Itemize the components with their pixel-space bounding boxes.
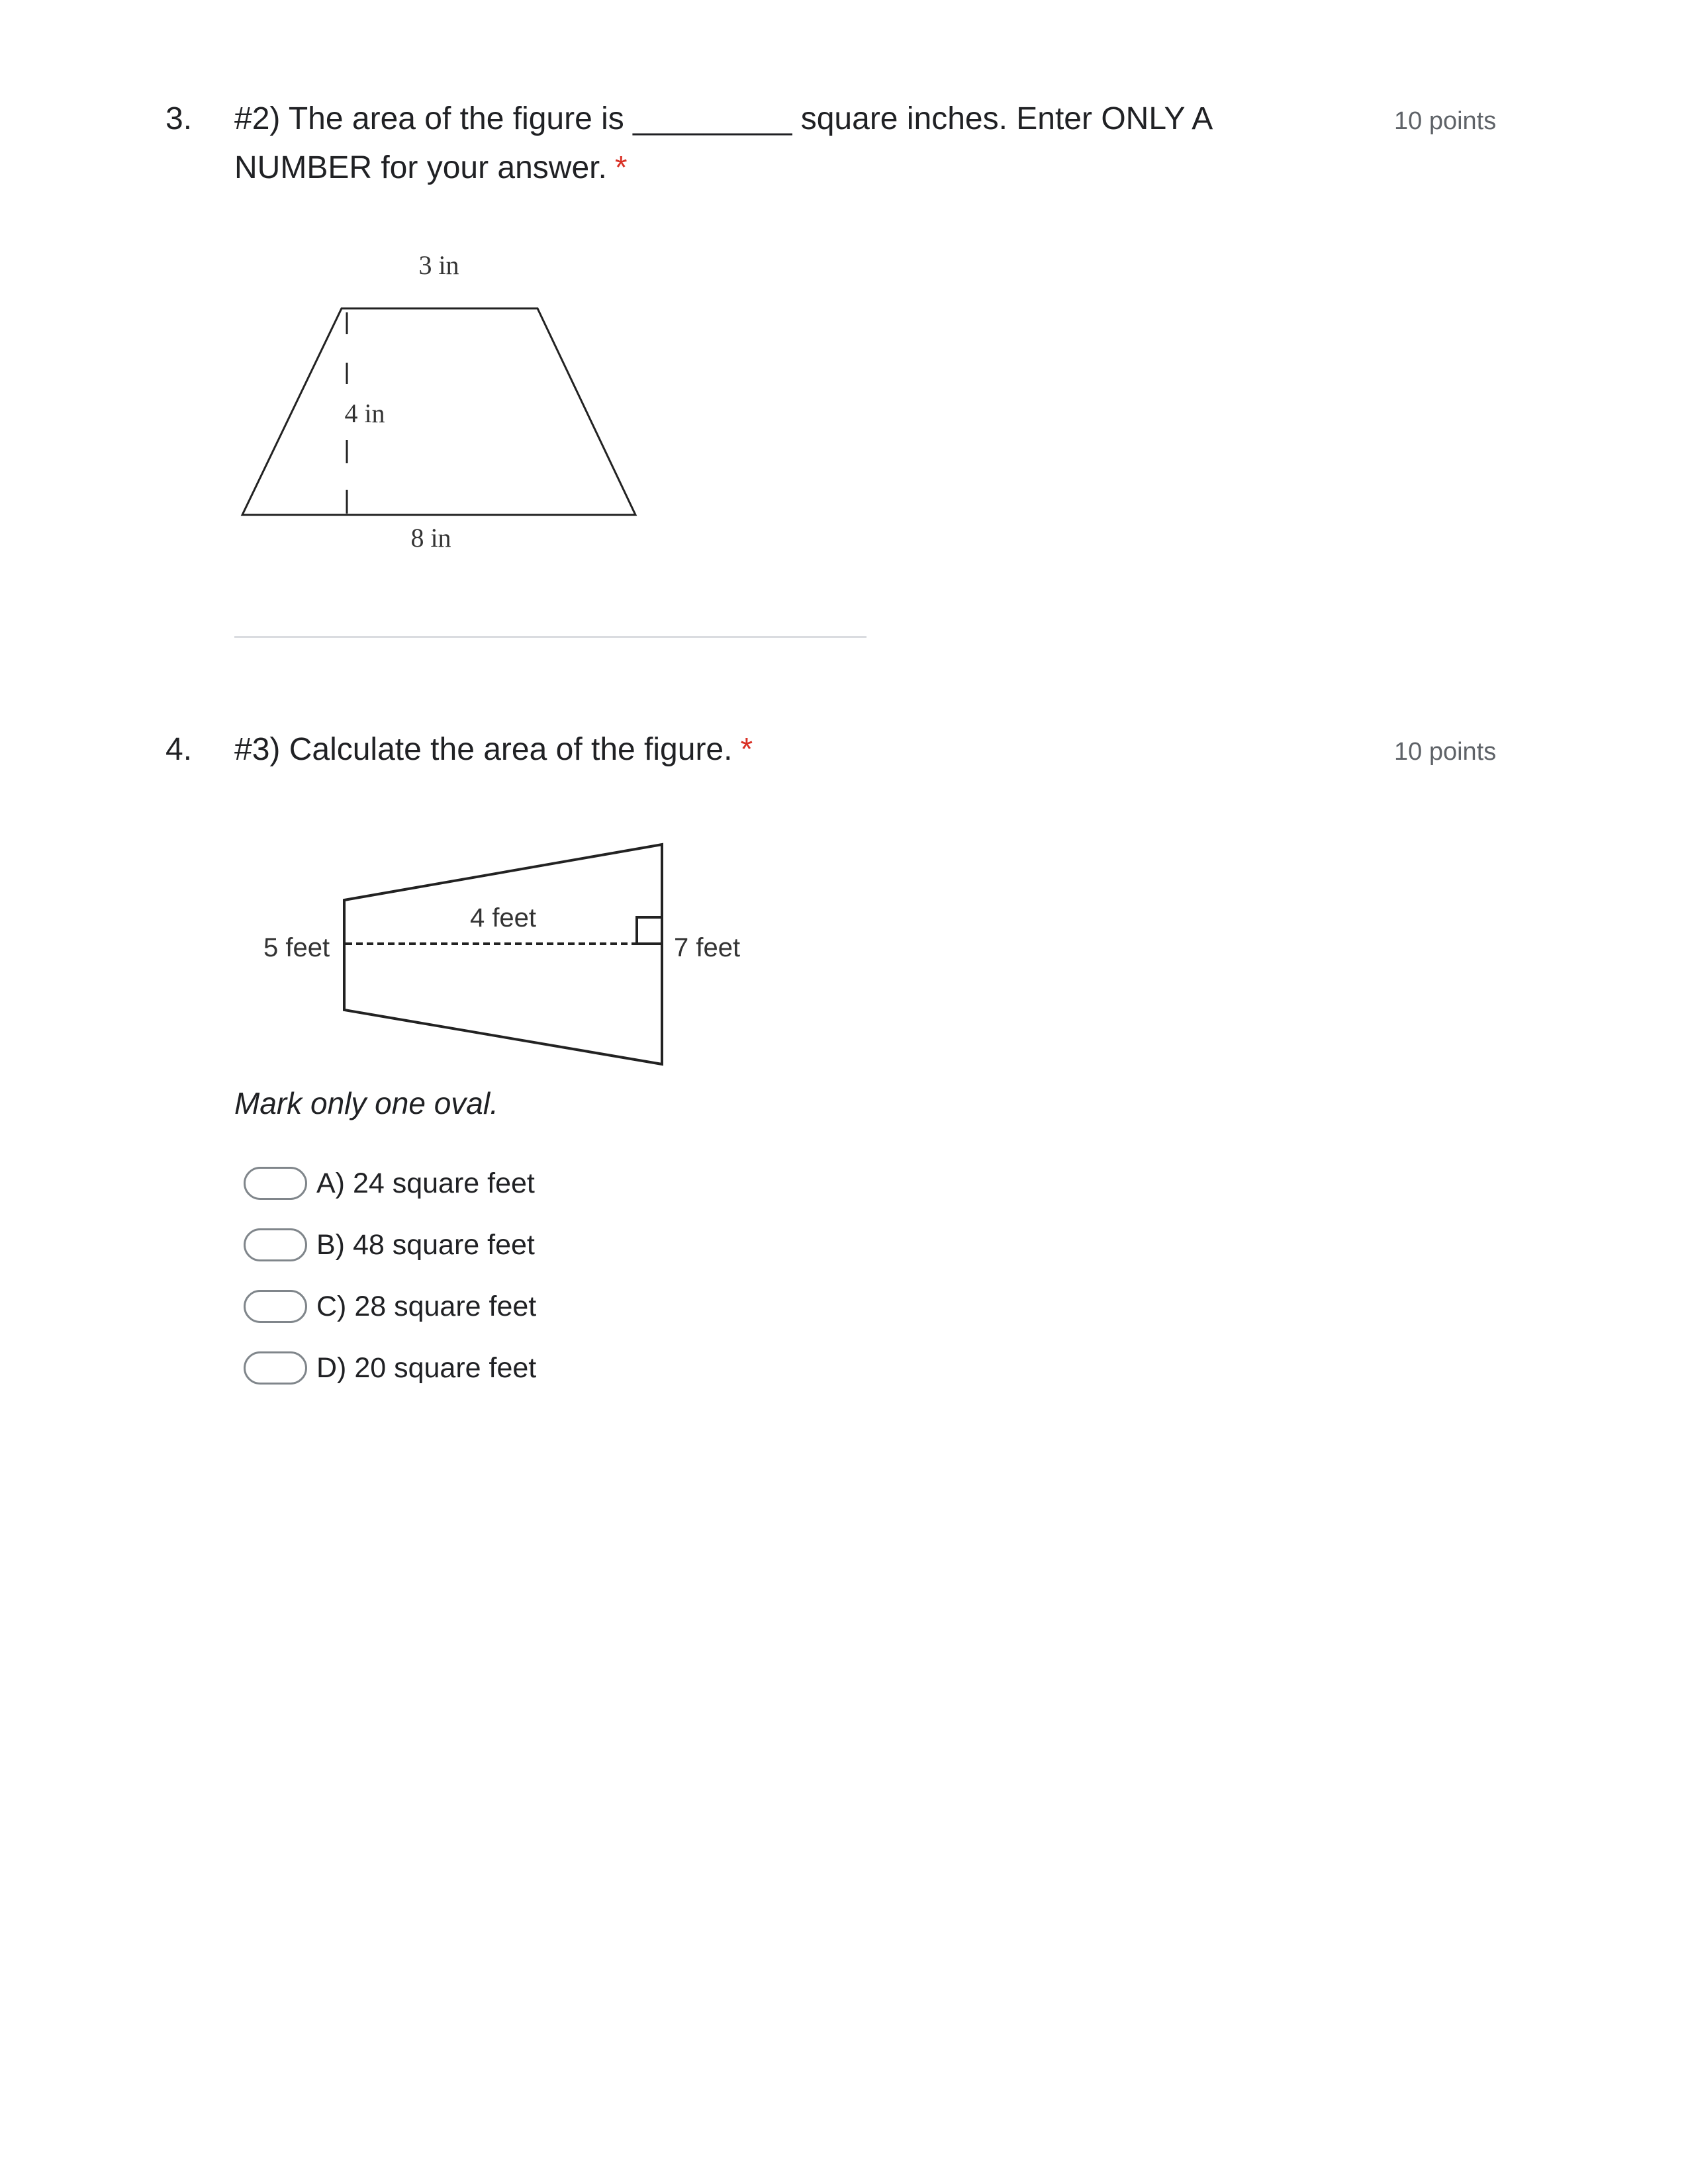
- radio-oval-d[interactable]: [244, 1351, 307, 1385]
- question-3-points: 10 points: [1394, 107, 1497, 135]
- trapezoid-height-label: 4 in: [344, 398, 385, 428]
- radio-oval-c[interactable]: [244, 1290, 307, 1323]
- trapezoid-shape: [242, 308, 635, 515]
- trapezoid-feet-shape: [344, 844, 662, 1064]
- trapezoid-figure: [234, 251, 645, 569]
- right-side-label: 7 feet: [674, 933, 741, 962]
- radio-oval-a[interactable]: [244, 1167, 307, 1200]
- question-4-text-content: #3) Calculate the area of the figure.: [234, 732, 733, 767]
- question-4-number: 4.: [165, 732, 193, 767]
- radio-oval-b[interactable]: [244, 1228, 307, 1261]
- option-d-label[interactable]: D) 20 square feet: [316, 1351, 537, 1384]
- answer-input-line[interactable]: [234, 636, 867, 638]
- question-4-points: 10 points: [1394, 738, 1497, 766]
- option-a-label[interactable]: A) 24 square feet: [316, 1167, 535, 1199]
- option-b-label[interactable]: B) 48 square feet: [316, 1228, 535, 1261]
- option-d[interactable]: [244, 1348, 536, 1388]
- left-side-label: 5 feet: [263, 933, 330, 962]
- question-3-line-1: #2) The area of the figure is _________ square inches. Enter ONLY A: [234, 101, 1213, 136]
- option-b[interactable]: [244, 1225, 535, 1265]
- trapezoid-bottom-label: 8 in: [410, 523, 451, 553]
- width-label: 4 feet: [469, 903, 537, 933]
- trapezoid-feet-figure: [258, 834, 761, 1079]
- question-3-number: 3.: [165, 101, 193, 136]
- question-3-line-2: [234, 144, 1360, 193]
- instruction-text: Mark only one oval.: [234, 1086, 498, 1120]
- question-3-text: [234, 95, 1360, 193]
- required-asterisk: *: [614, 150, 628, 185]
- required-asterisk: *: [740, 732, 753, 767]
- option-c-label[interactable]: C) 28 square feet: [316, 1290, 537, 1322]
- question-3-line-2-text: NUMBER for your answer.: [234, 150, 607, 185]
- option-c[interactable]: [244, 1287, 536, 1326]
- option-a[interactable]: [244, 1163, 535, 1203]
- question-4-text: [234, 725, 753, 774]
- right-angle-marker: [637, 917, 662, 944]
- trapezoid-top-label: 3 in: [418, 250, 459, 280]
